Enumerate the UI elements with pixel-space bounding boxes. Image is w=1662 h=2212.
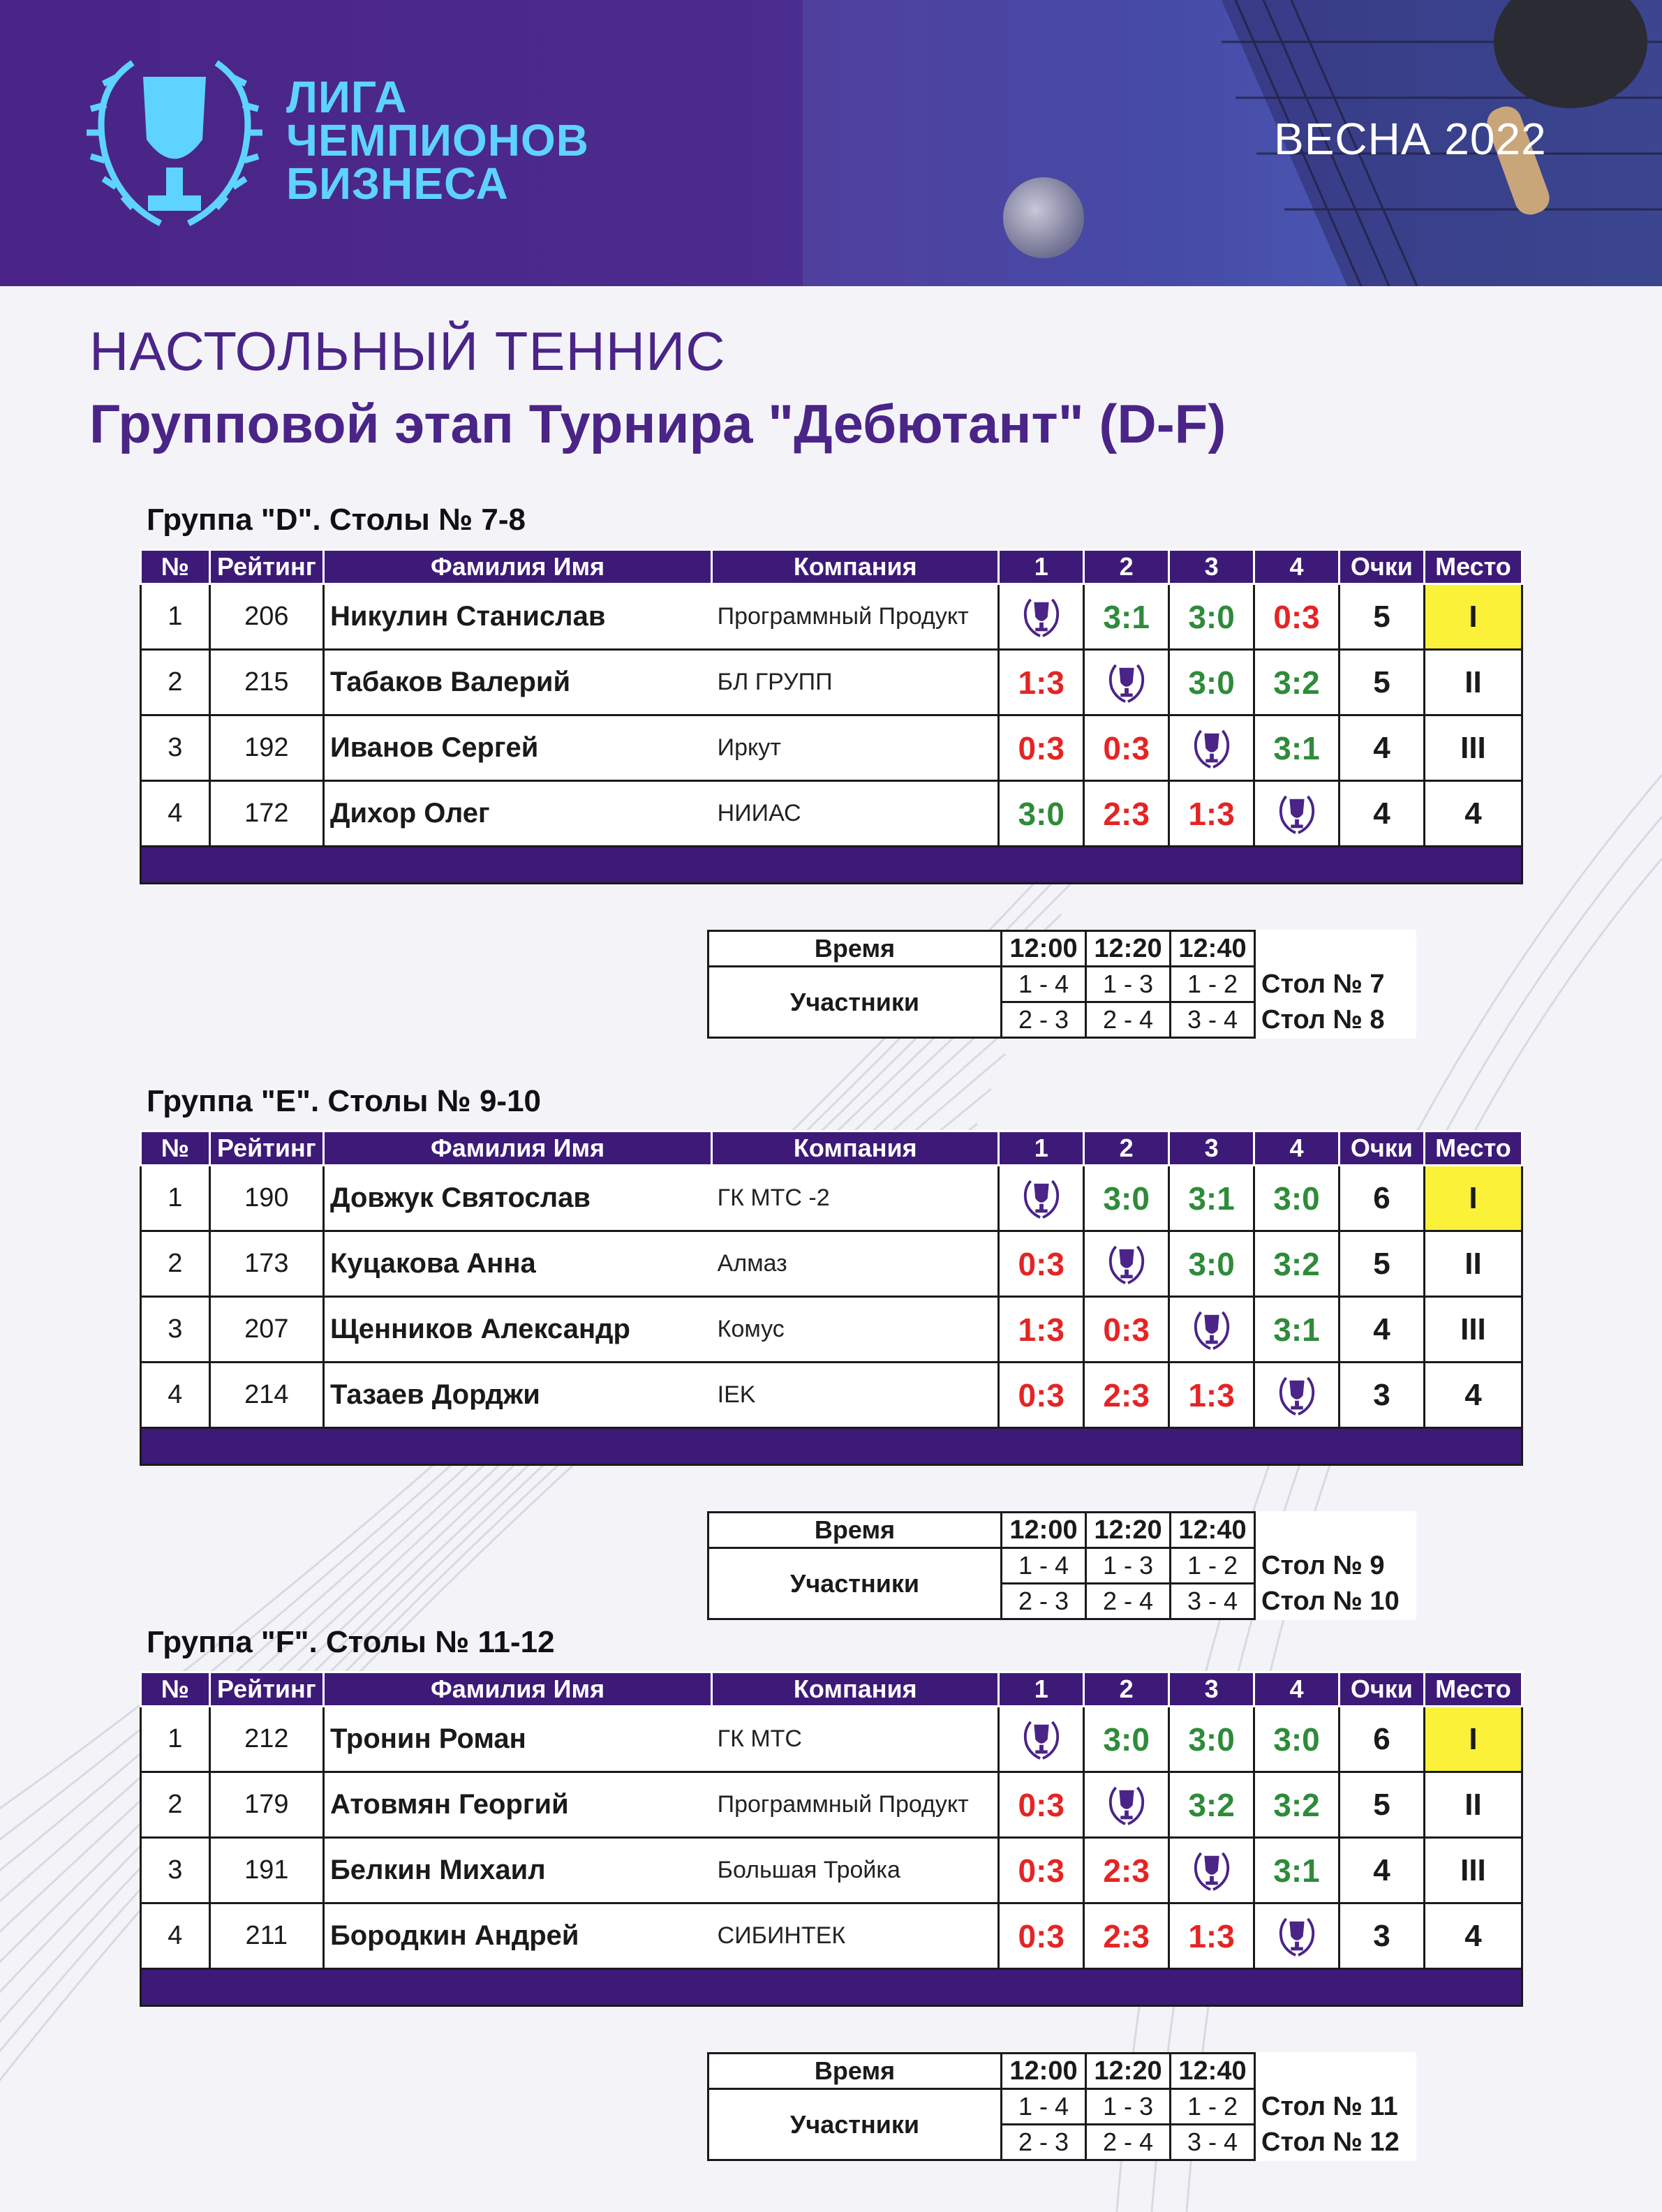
player-name: Тронин Роман [323, 1707, 711, 1772]
rating: 212 [209, 1707, 323, 1772]
schedule-table [707, 1511, 1416, 1620]
rating: 172 [209, 781, 323, 847]
schedule-participants-label: Участники [708, 967, 1002, 1038]
column-header: Компания [712, 550, 999, 584]
column-header: Место [1424, 550, 1522, 584]
place: 4 [1424, 1903, 1522, 1969]
schedule-time: 12:00 [1002, 931, 1086, 967]
table-row [141, 1772, 1522, 1838]
stage-title: Групповой этап Турнира "Дебютант" (D-F) [89, 393, 1226, 454]
footer-bar [141, 847, 1522, 884]
column-header: Очки [1339, 1131, 1424, 1166]
table-number: Стол № 11 [1261, 2091, 1398, 2121]
place: 4 [1424, 1363, 1522, 1428]
company: БЛ ГРУПП [712, 650, 999, 715]
match-score: 3:2 [1254, 1231, 1340, 1297]
column-header: 2 [1084, 1131, 1169, 1166]
table-row [141, 1231, 1522, 1297]
column-header: 4 [1254, 1672, 1340, 1707]
schedule-time-label: Время [708, 1513, 1002, 1548]
column-header: Фамилия Имя [323, 550, 711, 584]
column-header: Очки [1339, 1672, 1424, 1707]
column-header: Место [1424, 1131, 1522, 1166]
match-pair: 1 - 2 [1171, 2089, 1255, 2125]
player-name: Никулин Станислав [323, 584, 711, 650]
points: 5 [1339, 1231, 1424, 1297]
standings-table [140, 1130, 1523, 1466]
table-row [141, 650, 1522, 715]
row-number: 4 [141, 1903, 210, 1969]
match-pair: 1 - 4 [1002, 1548, 1086, 1584]
schedule-time: 12:00 [1002, 1513, 1086, 1548]
schedule-time: 12:40 [1171, 1513, 1255, 1548]
match-score: 3:0 [1254, 1166, 1340, 1231]
rating: 207 [209, 1297, 323, 1363]
rating: 173 [209, 1231, 323, 1297]
match-score: 3:1 [1169, 1166, 1254, 1231]
schedule-time: 12:20 [1086, 931, 1171, 967]
place: I [1424, 1166, 1522, 1231]
points: 6 [1339, 1707, 1424, 1772]
league-name [286, 72, 589, 209]
row-number: 1 [141, 1707, 210, 1772]
table-row [141, 1363, 1522, 1428]
column-header: 3 [1169, 1131, 1254, 1166]
place: III [1424, 1297, 1522, 1363]
match-score: 3:1 [1254, 715, 1340, 781]
match-pair: 3 - 4 [1171, 2125, 1255, 2160]
schedule-table [707, 930, 1416, 1039]
column-header: № [141, 550, 210, 584]
cup-icon [1021, 595, 1062, 639]
header-banner [0, 0, 1662, 286]
self-match-cell [1169, 1838, 1254, 1903]
player-name: Иванов Сергей [323, 715, 711, 781]
cup-icon [1106, 1242, 1147, 1286]
league-name-line2: ЧЕМПИОНОВ [286, 115, 589, 165]
match-pair: 1 - 2 [1171, 967, 1255, 1002]
player-name: Довжук Святослав [323, 1166, 711, 1231]
footer-bar [141, 1428, 1522, 1465]
schedule-participants-label: Участники [708, 2089, 1002, 2160]
match-score: 3:0 [999, 781, 1084, 847]
points: 4 [1339, 1297, 1424, 1363]
place: 4 [1424, 781, 1522, 847]
column-header: № [141, 1672, 210, 1707]
player-name: Белкин Михаил [323, 1838, 711, 1903]
self-match-cell [999, 1707, 1084, 1772]
points: 4 [1339, 781, 1424, 847]
match-pair: 1 - 4 [1002, 967, 1086, 1002]
table-row [141, 1838, 1522, 1903]
season-label: ВЕСНА 2022 [1274, 114, 1547, 164]
row-number: 3 [141, 1838, 210, 1903]
cup-icon [1192, 1308, 1232, 1351]
self-match-cell [1084, 650, 1169, 715]
column-header: Очки [1339, 550, 1424, 584]
self-match-cell [1254, 1903, 1340, 1969]
place: II [1424, 1772, 1522, 1838]
match-score: 2:3 [1084, 1838, 1169, 1903]
match-score: 3:2 [1254, 1772, 1340, 1838]
match-score: 0:3 [1084, 715, 1169, 781]
cup-icon [1106, 661, 1147, 704]
rating: 215 [209, 650, 323, 715]
company: ГК МТС [712, 1707, 999, 1772]
rating: 191 [209, 1838, 323, 1903]
footer-bar [141, 1969, 1522, 2006]
cup-icon [1277, 792, 1317, 836]
rating: 192 [209, 715, 323, 781]
cup-icon [1277, 1374, 1317, 1417]
match-pair: 2 - 3 [1002, 1002, 1086, 1038]
match-pair: 3 - 4 [1171, 1584, 1255, 1619]
match-score: 1:3 [999, 650, 1084, 715]
match-pair: 1 - 3 [1086, 1548, 1171, 1584]
column-header: № [141, 1131, 210, 1166]
match-score: 1:3 [1169, 781, 1254, 847]
place: II [1424, 650, 1522, 715]
match-score: 0:3 [999, 1903, 1084, 1969]
column-header: Место [1424, 1672, 1522, 1707]
match-score: 2:3 [1084, 1363, 1169, 1428]
match-score: 0:3 [999, 1363, 1084, 1428]
column-header: 4 [1254, 550, 1340, 584]
points: 3 [1339, 1903, 1424, 1969]
column-header: Рейтинг [209, 1131, 323, 1166]
column-header: Компания [712, 1672, 999, 1707]
table-footer [141, 1969, 1522, 2006]
match-score: 3:1 [1254, 1297, 1340, 1363]
schedule-time: 12:40 [1171, 931, 1255, 967]
column-header: 2 [1084, 550, 1169, 584]
company: Алмаз [712, 1231, 999, 1297]
column-header: Рейтинг [209, 550, 323, 584]
league-logo-icon [84, 49, 265, 237]
player-name: Табаков Валерий [323, 650, 711, 715]
column-header: Компания [712, 1131, 999, 1166]
column-header: 2 [1084, 1672, 1169, 1707]
table-number: Стол № 7 [1261, 969, 1385, 999]
row-number: 4 [141, 1363, 210, 1428]
match-score: 0:3 [999, 1231, 1084, 1297]
place: III [1424, 1838, 1522, 1903]
standings-table [140, 1671, 1523, 2007]
match-pair: 3 - 4 [1171, 1002, 1255, 1038]
table-number: Стол № 8 [1261, 1004, 1385, 1034]
match-pair: 2 - 4 [1086, 2125, 1171, 2160]
match-pair: 1 - 2 [1171, 1548, 1255, 1584]
player-name: Куцакова Анна [323, 1231, 711, 1297]
points: 3 [1339, 1363, 1424, 1428]
company: СИБИНТЕК [712, 1903, 999, 1969]
points: 5 [1339, 584, 1424, 650]
player-name: Тазаев Дорджи [323, 1363, 711, 1428]
match-score: 3:2 [1169, 1772, 1254, 1838]
match-score: 3:0 [1084, 1166, 1169, 1231]
spacer [1255, 931, 1416, 967]
place: II [1424, 1231, 1522, 1297]
column-header: 1 [999, 1672, 1084, 1707]
match-score: 3:0 [1254, 1707, 1340, 1772]
points: 4 [1339, 715, 1424, 781]
column-header: 1 [999, 1131, 1084, 1166]
company: Иркут [712, 715, 999, 781]
row-number: 3 [141, 715, 210, 781]
company: НИИАС [712, 781, 999, 847]
row-number: 3 [141, 1297, 210, 1363]
table-row [141, 1707, 1522, 1772]
match-pair: 2 - 4 [1086, 1584, 1171, 1619]
table-row [141, 715, 1522, 781]
cup-icon [1192, 1849, 1232, 1892]
rating: 211 [209, 1903, 323, 1969]
column-header: Фамилия Имя [323, 1131, 711, 1166]
group-title: Группа "D". Столы № 7-8 [147, 503, 526, 537]
column-header: 4 [1254, 1131, 1340, 1166]
cup-icon [1021, 1718, 1062, 1761]
schedule-time: 12:40 [1171, 2054, 1255, 2089]
schedule-time: 12:20 [1086, 1513, 1171, 1548]
table-row [141, 1166, 1522, 1231]
table-number: Стол № 9 [1261, 1550, 1385, 1580]
company: Комус [712, 1297, 999, 1363]
table-number: Стол № 12 [1261, 2127, 1400, 2157]
column-header: Фамилия Имя [323, 1672, 711, 1707]
place: I [1424, 584, 1522, 650]
place: III [1424, 715, 1522, 781]
match-score: 0:3 [999, 1772, 1084, 1838]
match-pair: 2 - 3 [1002, 1584, 1086, 1619]
match-score: 0:3 [999, 715, 1084, 781]
rating: 179 [209, 1772, 323, 1838]
match-pair: 1 - 3 [1086, 2089, 1171, 2125]
column-header: 3 [1169, 550, 1254, 584]
self-match-cell [1084, 1231, 1169, 1297]
rating: 190 [209, 1166, 323, 1231]
cup-icon [1106, 1783, 1147, 1827]
match-score: 3:1 [1254, 1838, 1340, 1903]
self-match-cell [1254, 781, 1340, 847]
match-score: 2:3 [1084, 781, 1169, 847]
column-header: 3 [1169, 1672, 1254, 1707]
points: 4 [1339, 1838, 1424, 1903]
match-score: 1:3 [1169, 1363, 1254, 1428]
match-score: 3:1 [1084, 584, 1169, 650]
column-header: 1 [999, 550, 1084, 584]
table-row [141, 781, 1522, 847]
player-name: Щенников Александр [323, 1297, 711, 1363]
table-number: Стол № 10 [1261, 1586, 1400, 1616]
match-score: 0:3 [999, 1838, 1084, 1903]
company: Программный Продукт [712, 584, 999, 650]
match-score: 1:3 [999, 1297, 1084, 1363]
schedule-time-label: Время [708, 931, 1002, 967]
schedule-participants-label: Участники [708, 1548, 1002, 1619]
points: 5 [1339, 1772, 1424, 1838]
match-score: 3:0 [1169, 650, 1254, 715]
row-number: 2 [141, 1772, 210, 1838]
rating: 214 [209, 1363, 323, 1428]
schedule-time-label: Время [708, 2054, 1002, 2089]
company: ГК МТС -2 [712, 1166, 999, 1231]
self-match-cell [1254, 1363, 1340, 1428]
match-pair: 2 - 4 [1086, 1002, 1171, 1038]
self-match-cell [1169, 1297, 1254, 1363]
match-score: 0:3 [1084, 1297, 1169, 1363]
row-number: 1 [141, 584, 210, 650]
points: 6 [1339, 1166, 1424, 1231]
match-score: 3:0 [1169, 584, 1254, 650]
match-score: 3:0 [1084, 1707, 1169, 1772]
company: IEK [712, 1363, 999, 1428]
column-header: Рейтинг [209, 1672, 323, 1707]
points: 5 [1339, 650, 1424, 715]
cup-icon [1021, 1177, 1062, 1220]
match-score: 3:2 [1254, 650, 1340, 715]
match-pair: 1 - 3 [1086, 967, 1171, 1002]
table-row [141, 1903, 1522, 1969]
player-name: Бородкин Андрей [323, 1903, 711, 1969]
company: Большая Тройка [712, 1838, 999, 1903]
standings-table [140, 549, 1523, 884]
rating: 206 [209, 584, 323, 650]
self-match-cell [1169, 715, 1254, 781]
table-row [141, 584, 1522, 650]
table-row [141, 1297, 1522, 1363]
schedule-time: 12:20 [1086, 2054, 1171, 2089]
company: Программный Продукт [712, 1772, 999, 1838]
row-number: 2 [141, 1231, 210, 1297]
match-pair: 2 - 3 [1002, 2125, 1086, 2160]
row-number: 4 [141, 781, 210, 847]
league-name-line3: БИЗНЕСА [286, 158, 509, 209]
match-score: 0:3 [1254, 584, 1340, 650]
self-match-cell [999, 584, 1084, 650]
cup-icon [1192, 727, 1232, 770]
place: I [1424, 1707, 1522, 1772]
spacer [1255, 1513, 1416, 1548]
match-score: 1:3 [1169, 1903, 1254, 1969]
self-match-cell [1084, 1772, 1169, 1838]
match-score: 2:3 [1084, 1903, 1169, 1969]
self-match-cell [999, 1166, 1084, 1231]
cup-icon [1277, 1915, 1317, 1958]
player-name: Атовмян Георгий [323, 1772, 711, 1838]
row-number: 1 [141, 1166, 210, 1231]
match-score: 3:0 [1169, 1231, 1254, 1297]
table-footer [141, 847, 1522, 884]
match-pair: 1 - 4 [1002, 2089, 1086, 2125]
spacer [1255, 2054, 1416, 2089]
match-score: 3:0 [1169, 1707, 1254, 1772]
player-name: Дихор Олег [323, 781, 711, 847]
sport-title: НАСТОЛЬНЫЙ ТЕННИС [89, 320, 726, 382]
group-title: Группа "F". Столы № 11-12 [147, 1625, 555, 1659]
table-footer [141, 1428, 1522, 1465]
schedule-time: 12:00 [1002, 2054, 1086, 2089]
group-title: Группа "E". Столы № 9-10 [147, 1084, 542, 1118]
schedule-table [707, 2052, 1416, 2161]
row-number: 2 [141, 650, 210, 715]
league-name-line1: ЛИГА [286, 72, 408, 122]
